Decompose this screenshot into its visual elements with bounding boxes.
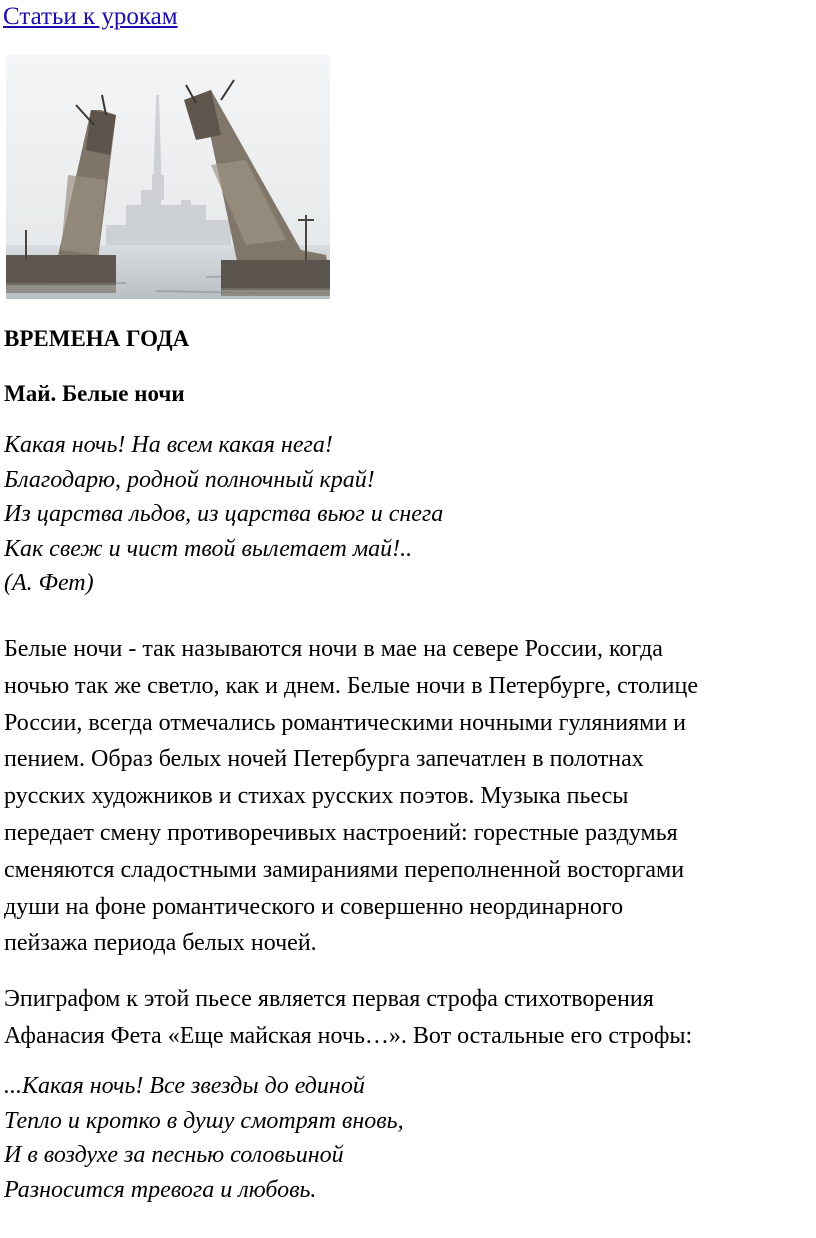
paragraph-line: пейзажа периода белых ночей. <box>4 930 317 957</box>
section-title: Май. Белые ночи <box>4 381 185 406</box>
verse-line: Из царства льдов, из царства вьюг и снега <box>4 501 444 528</box>
paragraph-line: Эпиграфом к этой пьесе является первая строфа стихотворения <box>4 986 654 1012</box>
paragraph-line: души на фоне романтического и совершенно неординарного <box>4 893 624 920</box>
verse-line: Благодарю, родной полночный край! <box>4 466 375 493</box>
description-paragraph <box>4 631 814 962</box>
lesson-articles-link[interactable]: Статьи к урокам <box>3 3 178 30</box>
paragraph-line: Афанасия Фета «Еще майская ночь…». Вот остальные его строфы: <box>4 1022 693 1049</box>
paragraph-line: передает смену противоречивых настроений: горестные раздумья <box>4 819 678 846</box>
drawbridge-painting-image <box>6 55 330 299</box>
paragraph-line: русских художников и стихах русских поэтов. Музыка пьесы <box>4 783 629 810</box>
page-title: ВРЕМЕНА ГОДА <box>4 326 190 351</box>
paragraph-line: ночью так же светло, как и днем. Белые ночи в Петербурге, столице <box>4 672 698 699</box>
epigraph-verse <box>4 428 443 601</box>
epigraph-note-paragraph <box>4 981 814 1055</box>
verse-line: Как свеж и чист твой вылетает май!.. <box>4 535 413 562</box>
verse-line: Какая ночь! На всем какая нега! <box>4 432 333 458</box>
verse-line: И в воздухе за песнью соловьиной <box>4 1142 344 1169</box>
verse-author: (А. Фет) <box>4 570 94 597</box>
verse-line: ...Какая ночь! Все звезды до единой <box>4 1073 365 1099</box>
paragraph-line: сменяются сладостными замираниями переполненной восторгами <box>4 856 685 883</box>
paragraph-line: пением. Образ белых ночей Петербурга запечатлен в полотнах <box>4 746 644 773</box>
paragraph-line: России, всегда отмечались романтическими ночными гуляниями и <box>4 709 687 736</box>
paragraph-line: Белые ночи - так называются ночи в мае на севере России, когда <box>4 636 663 662</box>
verse-line: Разносится тревога и любовь. <box>4 1176 317 1203</box>
verse-line: Тепло и кротко в душу смотрят вновь, <box>4 1107 404 1134</box>
poem-stanza <box>4 1069 404 1207</box>
